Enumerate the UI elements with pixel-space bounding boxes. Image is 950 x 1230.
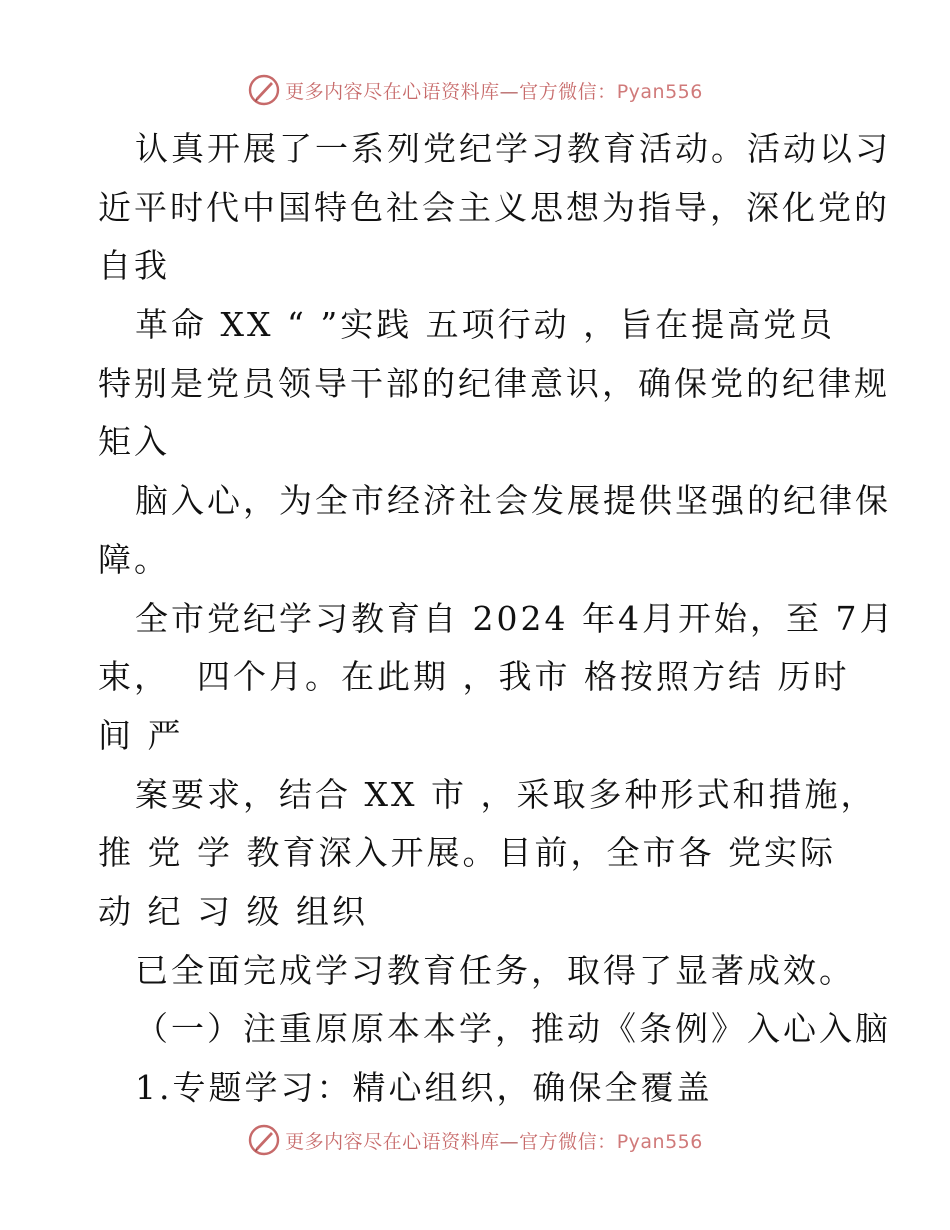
section-heading: （一）注重原原本本学，推动《条例》入心入脑 <box>135 1009 891 1049</box>
text-line: 推 党 学 教育深入开展。目前，全市各 党实际 <box>98 833 836 873</box>
text-line: 认真开展了一系列党纪学习教育活动。活动以习 <box>135 129 891 168</box>
text-line: 特别是党员领导干部的纪律意识，确保党的纪律规 <box>98 363 890 403</box>
text-line: 全市党纪学习教育自 2024 年4月开始，至 7月 <box>135 598 896 638</box>
watermark-text: 更多内容尽在心语资料库 <box>285 1130 500 1153</box>
text-line: 革命 XX “ ”实践 五项行动 ，旨在提高党员 <box>135 305 836 345</box>
text-line: 间 严 <box>98 715 184 755</box>
text-line: 已全面完成学习教育任务，取得了显著成效。 <box>135 950 855 990</box>
text-line: 矩入 <box>98 422 170 462</box>
footer-watermark <box>0 1120 950 1160</box>
document-body <box>98 120 896 1118</box>
watermark-text: 更多内容尽在心语资料库 <box>285 80 500 103</box>
text-line: 束， 四个月。在此期 ，我市 格按照方结 历时 <box>98 657 850 697</box>
subsection-heading: 1.专题学习：精心组织，确保全覆盖 <box>135 1068 713 1107</box>
text-line: 自我 <box>98 246 170 286</box>
wechat-id: Pyan556 <box>616 80 703 103</box>
watermark-separator: — <box>499 80 520 103</box>
text-line: 近平时代中国特色社会主义思想为指导，深化党的 <box>98 187 890 227</box>
quill-logo-icon <box>247 1123 281 1157</box>
watermark-separator: — <box>499 1130 520 1153</box>
wechat-label: 官方微信： <box>519 80 617 103</box>
text-line: 障。 <box>98 539 170 579</box>
header-watermark <box>0 70 950 110</box>
text-line: 动 纪 习 级 组织 <box>98 891 368 931</box>
wechat-label: 官方微信： <box>519 1130 617 1153</box>
wechat-id: Pyan556 <box>616 1130 703 1153</box>
quill-logo-icon <box>247 73 281 107</box>
text-line: 案要求，结合 XX 市 ，采取多种形式和措施， <box>135 774 877 814</box>
text-line: 脑入心，为全市经济社会发展提供坚强的纪律保 <box>135 481 891 521</box>
